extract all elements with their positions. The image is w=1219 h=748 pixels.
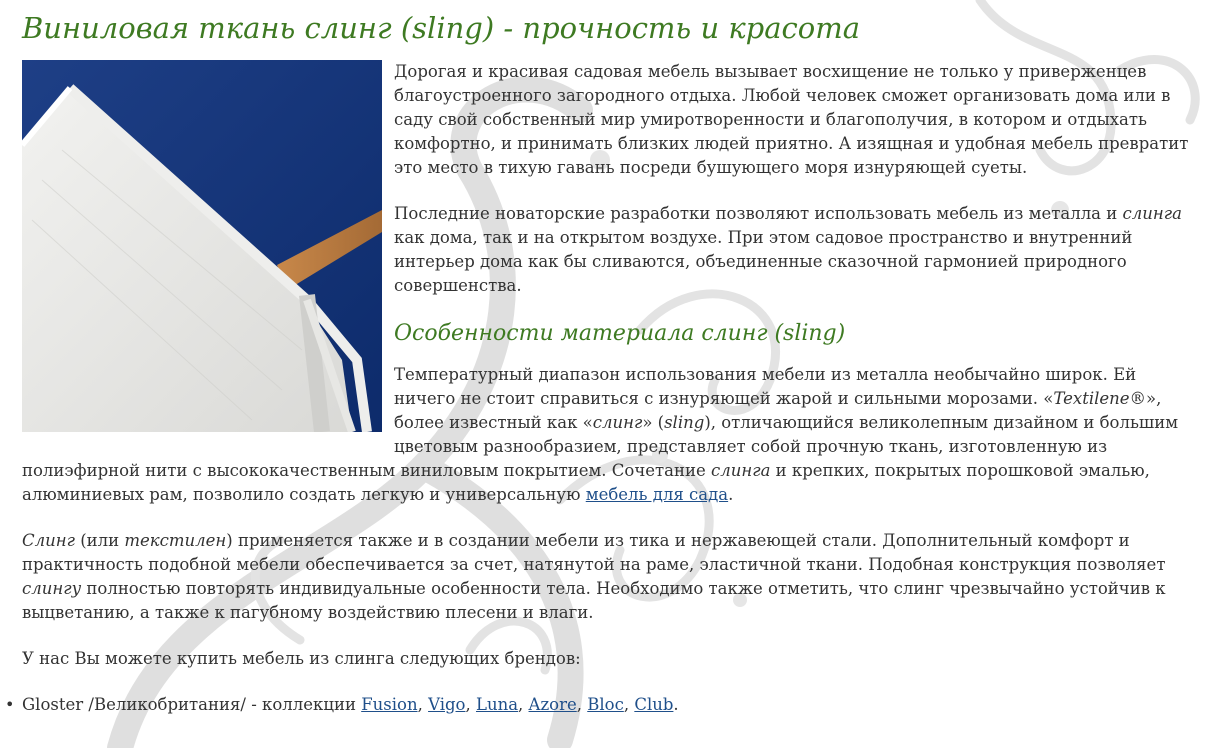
collection-link-fusion[interactable]: Fusion [361,695,418,714]
garden-furniture-link[interactable]: мебель для сада [585,485,729,504]
chair-photo [22,60,382,432]
section-subtitle: Особенности материала слинг (sling) [394,321,846,346]
intro-paragraph: Дорогая и красивая садовая мебель вызывает восхищение не только у приверженцев благоустроенного загородного отдыха. Любой человек сможет организовать дома или в саду свой собственный мир умиротворенности и благополучия, в котором и отдыхать комфортно, и принимать близких людей приятно. А изящная и удобная мебель превратит это место в тихую гавань посреди бушующего моря изнуряющей суеты. [394,62,1189,177]
brand-list [5,693,1202,717]
bullet-icon: • [5,695,15,714]
paragraph-2: Последние новаторские разработки позволяют использовать мебель из металла и слинга как дома, так и на открытом воздухе. При этом садовое пространство и внутренний интерьер дома как бы сливаются, объединенные сказочной гармонией природного совершенства. [394,204,1182,295]
brand-list-item: • Gloster /Великобритания/ - коллекции Fusion, Vigo, Luna, Azore, Bloc, Club. [22,693,1202,717]
collection-link-vigo[interactable]: Vigo [428,695,466,714]
collection-link-azore[interactable]: Azore [528,695,577,714]
paragraph-5: У нас Вы можете купить мебель из слинга следующих брендов: [22,649,581,668]
page-title: Виниловая ткань слинг (sling) - прочность и красота [22,11,860,45]
paragraph-4: Слинг (или текстилен) применяется также и в создании мебели из тика и нержавеющей стали. Дополнительный комфорт и практичность подобной мебели обеспечивается за счет, натянутой на раме, эластичной ткани. Подобная конструкция позволяет слингу полностью повторять индивидуальные особенности тела. Необходимо также отметить, что слинг чрезвычайно устойчив к выцветанию, а также к пагубному воздействию плесени и влаги. [22,531,1166,622]
collection-link-luna[interactable]: Luna [475,695,519,714]
paragraph-3: Температурный диапазон использования мебели из металла необычайно широк. Ей ничего не стоит справиться с изнуряющей жарой и сильными морозами. «Textilene®», более известный как «слинг» (sling), отличающийся великолепным дизайном и большим цветовым разнообразием, представляет собой прочную ткань, изготовленную из полиэфирной нити с высококачественным виниловым покрытием. Сочетание слинга и крепких, покрытых порошковой эмалью, алюминиевых рам, позволило создать легкую и универсальную мебель для сада. [22,365,1179,504]
collection-link-bloc[interactable]: Bloc [587,695,624,714]
collection-link-club[interactable]: Club [634,695,674,714]
article [5,6,1202,717]
